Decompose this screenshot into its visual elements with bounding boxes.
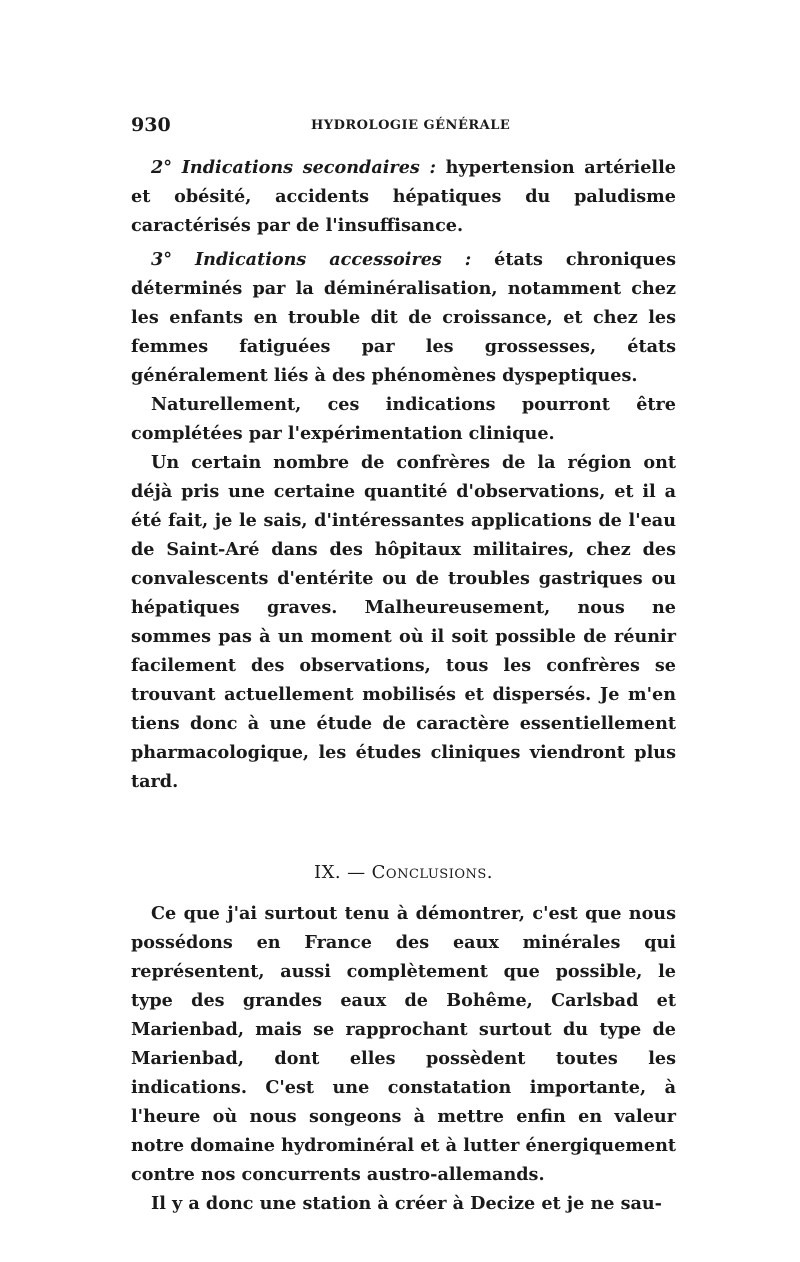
section-number: IX.	[314, 862, 342, 883]
section-heading	[131, 858, 676, 887]
section-dash: —	[347, 862, 366, 883]
accessory-indications-text: états chroniques déterminés par la déminéralisation, notamment chez les enfants en trouble dit de croissance, et chez les femmes fatiguées par les grossesses, états généralement liés à des phénomènes dyspeptiques.	[131, 249, 676, 386]
paragraph-naturally: Naturellement, ces indications pourront être complétées par l'expérimentation clinique.	[131, 394, 676, 444]
section-title: Conclusions.	[371, 862, 493, 883]
page-header	[131, 114, 676, 142]
paragraph-conclusions-2: Il y a donc une station à créer à Decize et je ne sau-	[151, 1193, 662, 1214]
page-body	[131, 153, 676, 1218]
page-number: 930	[131, 114, 171, 136]
paragraph-secondary-indications	[131, 153, 676, 240]
paragraph-conclusions-1: Ce que j'ai surtout tenu à démontrer, c'est que nous possédons en France des eaux minérales qui représentent, aussi complètement que possible, le type des grandes eaux de Bohême, Carlsbad et Marienbad, mais se rapprochant surtout du type de Marienbad, dont elles possèdent toutes les indications. C'est une constatation importante, à l'heure où nous songeons à mettre enfin en valeur notre domaine hydrominéral et à lutter énergiquement contre nos concurrents austro-allemands.	[131, 903, 676, 1185]
secondary-indications-text: hypertension artérielle et obésité, accidents hépatiques du paludisme caractérisés par de l'insuffisance.	[131, 157, 676, 236]
paragraph-accessory-indications	[131, 245, 676, 390]
paragraph-confreres: Un certain nombre de confrères de la région ont déjà pris une certaine quantité d'observations, et il a été fait, je le sais, d'intéressantes applications de l'eau de Saint-Aré dans des hôpitaux militaires, chez des convalescents d'entérite ou de troubles gastriques ou hépatiques graves. Malheureusement, nous ne sommes pas à un moment où il soit possible de réunir facilement des observations, tous les confrères se trouvant actuellement mobilisés et dispersés. Je m'en tiens donc à une étude de caractère essentiellement pharmacologique, les études cliniques viendront plus tard.	[131, 452, 676, 792]
secondary-indications-label: 2° Indications secondaires :	[151, 157, 436, 178]
running-title: HYDROLOGIE GÉNÉRALE	[311, 118, 511, 133]
accessory-indications-label: 3° Indications accessoires :	[151, 249, 472, 270]
